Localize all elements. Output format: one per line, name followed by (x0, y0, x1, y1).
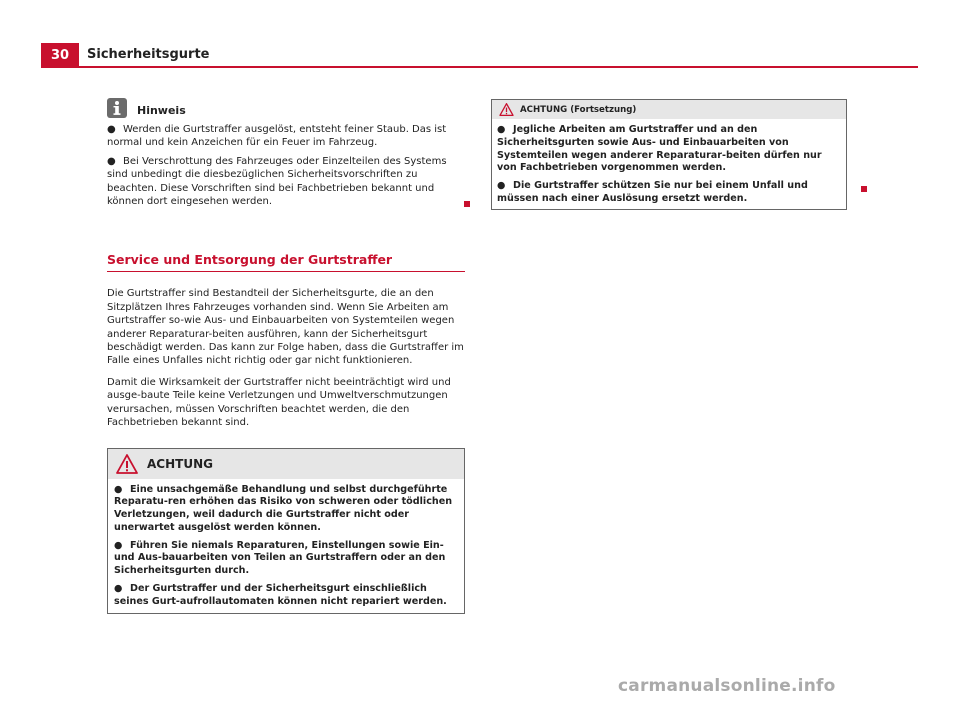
page-number: 30 (41, 43, 79, 66)
warning-item-text: Die Gurtstraffer schützen Sie nur bei einem Unfall und müssen nach einer Auslösung ersetzt werden. (497, 180, 808, 204)
page-header (41, 43, 918, 68)
warning-title: ACHTUNG (147, 456, 213, 471)
warning-triangle-icon (499, 103, 514, 116)
info-icon (107, 98, 127, 118)
header-rule (41, 66, 918, 68)
warning-body (108, 479, 464, 613)
warning-box (107, 448, 465, 614)
warning-continued-title: ACHTUNG (Fortsetzung) (520, 104, 637, 115)
note-title: Hinweis (137, 104, 186, 117)
warning-item (114, 583, 458, 609)
section-title: Service und Entsorgung der Gurtstraffer (107, 252, 465, 272)
bullet-dot: ● (114, 583, 123, 595)
warning-item (114, 540, 458, 578)
section-paragraph: Damit die Wirksamkeit der Gurtstraffer nicht beeinträchtigt wird und ausge-baute Teile keine Verletzungen und Umweltverschmutzungen verursachen, müssen Vorschriften beachtet werden, die den Fachbetrieben bekannt sind. (107, 376, 451, 429)
note-bullet-text: Bei Verschrottung des Fahrzeuges oder Einzelteilen des Systems sind unbedingt die diesbezüglichen Sicherheitsvorschriften zu beachten. Diese Vorschriften sind bei Fachbetrieben bekannt und können dort eingesehen werden. (107, 155, 447, 208)
warning-item-text: Der Gurtstraffer und der Sicherheitsgurt einschließlich seines Gurt-aufrollautomaten können nicht repariert werden. (114, 583, 447, 607)
note-header (107, 96, 465, 118)
bullet-dot: ● (114, 539, 123, 551)
chapter-title: Sicherheitsgurte (87, 47, 210, 62)
warning-item-text: Führen Sie niemals Reparaturen, Einstellungen sowie Ein- und Aus-bauarbeiten von Teilen an Gurtstraffern oder an den Sicherheitsgurten durch. (114, 539, 446, 577)
warning-item-text: Eine unsachgemäße Behandlung und selbst durchgeführte Reparatu-ren erhöhen das Risiko von schweren oder tödlichen Verletzungen, weil dadurch die Gurtstraffer nicht oder unerwartet ausgelöst werden können. (114, 483, 453, 533)
bullet-dot: ● (107, 124, 116, 135)
warning-item-text: Jegliche Arbeiten am Gurtstraffer und an den Sicherheitsgurten sowie Aus- und Einbauarbeiten von Systemteilen wegen anderer Reparaturar-beiten dürfen nur von Fachbetrieben vorgenommen werden. (497, 124, 822, 174)
warning-item (497, 124, 841, 175)
section-paragraph: Die Gurtstraffer sind Bestandteil der Sicherheitsgurte, die an den Sitzplätzen Ihres Fahrzeuges vorhanden sind. Wenn Sie Arbeiten am Gurtstraffer so-wie Aus- und Einbauarbeiten von Systemteilen wegen anderer Reparaturar-beiten ausführen, kann der Sicherheitsgurt beschädigt werden. Das kann zur Folge haben, dass die Gurtstraffer im Falle eines Unfalles nicht richtig oder gar nicht funktionieren. (107, 288, 464, 367)
right-column (491, 99, 847, 210)
warning-item (497, 180, 841, 206)
note-bullet (107, 123, 465, 150)
bullet-dot: ● (497, 180, 506, 192)
bullet-dot: ● (107, 155, 116, 167)
warning-header (108, 449, 464, 479)
warning-continued-body (492, 119, 846, 209)
watermark: carmanualsonline.info (618, 676, 836, 696)
note-bullet-text: Werden die Gurtstraffer ausgelöst, entsteht feiner Staub. Das ist normal und kein Anzeichen für ein Feuer im Fahrzeug. (107, 124, 447, 149)
note-bullet (107, 155, 465, 209)
warning-triangle-icon (116, 454, 138, 474)
warning-item (114, 484, 458, 535)
warning-continued-header (492, 100, 846, 119)
left-column (107, 96, 465, 614)
section-end-icon (464, 201, 470, 207)
bullet-dot: ● (497, 124, 506, 135)
warning-continued-box (491, 99, 847, 210)
bullet-dot: ● (114, 483, 123, 495)
section-end-icon (861, 186, 867, 192)
